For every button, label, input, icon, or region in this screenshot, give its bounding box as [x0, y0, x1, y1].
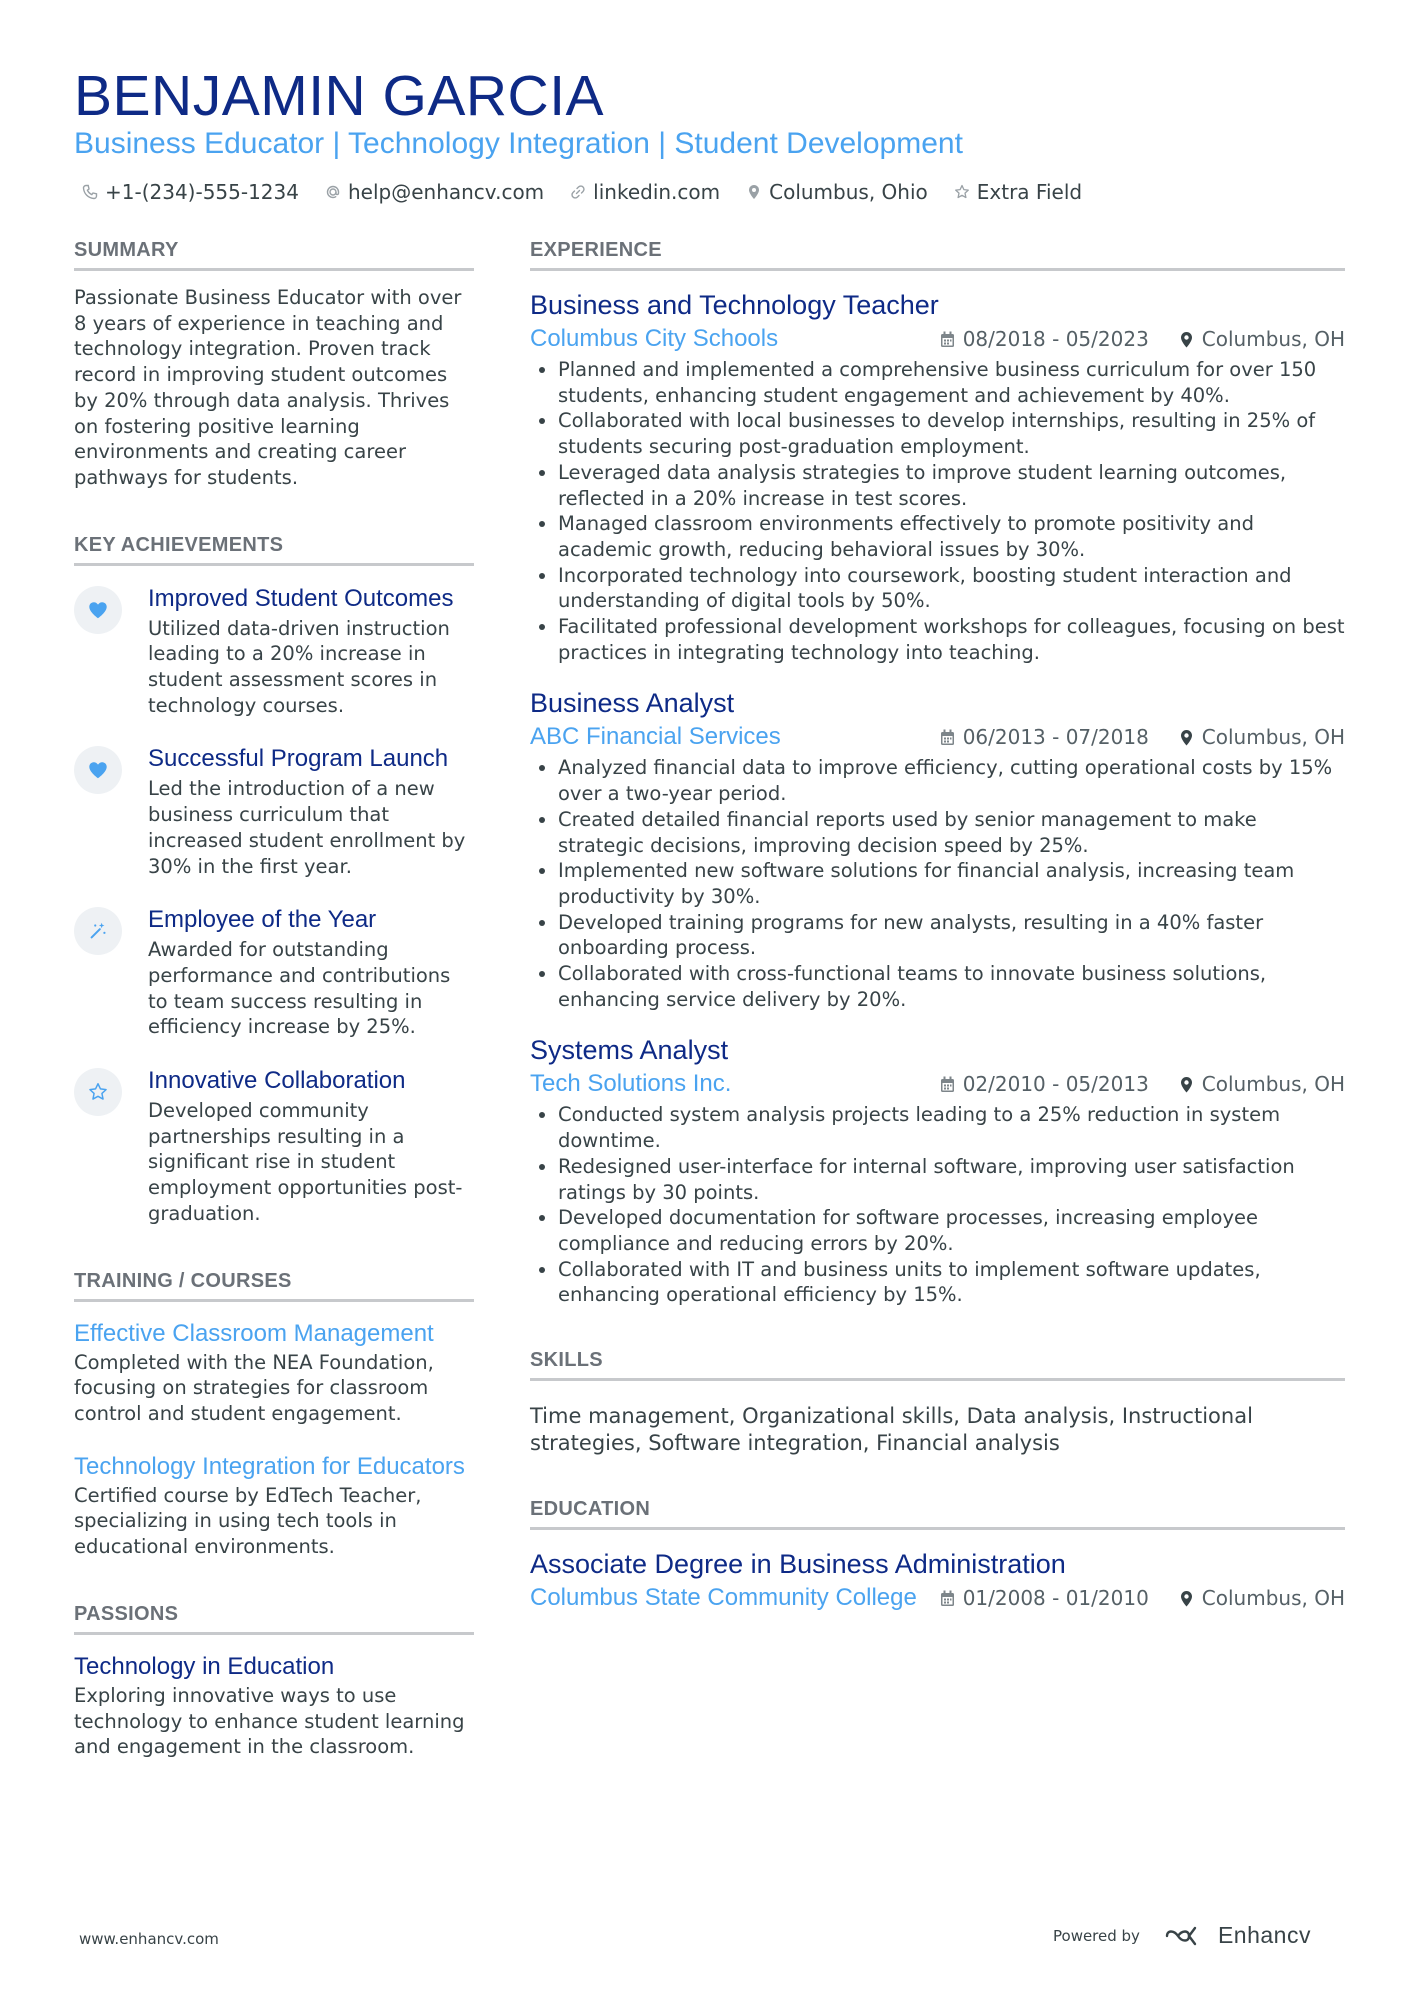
job-bullet: • Collaborated with IT and business units to implement software updates, enhancing operational efficiency by 15%.: [558, 1257, 1345, 1308]
course-item: [74, 1451, 474, 1560]
contact-linkedin-text: linkedin.com: [593, 180, 721, 204]
phone-icon: [82, 184, 98, 200]
skills-heading: SKILLS: [530, 1346, 1345, 1381]
job-bullet: • Facilitated professional development workshops for colleagues, focusing on best practices in integrating technology into teaching.: [558, 614, 1345, 665]
job-location: Columbus, OH: [1201, 1072, 1345, 1097]
achievement-item: [74, 584, 474, 719]
left-column: [74, 236, 474, 1760]
contact-bar: [82, 177, 1082, 207]
enhancv-logo-text: Enhancv: [1217, 1922, 1311, 1948]
company-name: Tech Solutions Inc.: [530, 1070, 732, 1098]
achievement-title: Successful Program Launch: [148, 745, 449, 773]
contact-location-text: Columbus, Ohio: [769, 180, 928, 204]
skills-section: [530, 1346, 1345, 1457]
achievements-heading: KEY ACHIEVEMENTS: [74, 531, 474, 566]
job-location: Columbus, OH: [1201, 725, 1345, 750]
achievements-section: [74, 531, 474, 1227]
achievement-title: Improved Student Outcomes: [148, 584, 454, 612]
education-dates: 01/2008 - 01/2010: [962, 1586, 1149, 1611]
company-name: ABC Financial Services: [530, 723, 781, 751]
job-bullet: • Collaborated with cross-functional teams to innovate business solutions, enhancing service delivery by 20%.: [558, 961, 1345, 1012]
calendar-icon: [940, 1076, 955, 1093]
footer-website[interactable]: www.enhancv.com: [79, 1930, 219, 1948]
course-title: Technology Integration for Educators: [74, 1452, 465, 1480]
enhancv-logo-icon: [1164, 1924, 1210, 1948]
job-entry: [530, 685, 1345, 1012]
achievement-item: [74, 744, 474, 879]
job-dates: 06/2013 - 07/2018: [962, 725, 1149, 750]
degree-title: Associate Degree in Business Administration: [530, 1549, 1066, 1580]
job-dates: 02/2010 - 05/2013: [962, 1072, 1149, 1097]
achievement-desc: Utilized data-driven instruction leading to a 20% increase in student assessment scores in technology courses.: [148, 616, 450, 717]
contact-extra: [954, 177, 1082, 207]
training-section: [74, 1267, 474, 1560]
job-bullet: • Incorporated technology into coursework, boosting student interaction and understanding of digital tools by 50%.: [558, 563, 1345, 614]
location-pin-icon: [1179, 729, 1194, 746]
passion-desc: Exploring innovative ways to use technology to enhance student learning and engagement in the classroom.: [74, 1683, 465, 1759]
star-icon: [74, 1068, 122, 1116]
link-icon: [570, 184, 586, 200]
job-bullets: [530, 357, 1345, 665]
candidate-name: BENJAMIN GARCIA: [74, 64, 605, 128]
job-meta: [530, 1068, 1345, 1100]
contact-location: [746, 177, 928, 207]
contact-extra-text: Extra Field: [976, 180, 1083, 204]
summary-heading: SUMMARY: [74, 236, 474, 271]
calendar-icon: [940, 729, 955, 746]
achievement-desc: Led the introduction of a new business curriculum that increased student enrollment by 30% in the first year.: [148, 777, 466, 878]
job-bullet: • Implemented new software solutions for financial analysis, increasing team productivity by 30%.: [558, 858, 1345, 909]
location-pin-icon: [1179, 331, 1194, 348]
job-meta: [530, 721, 1345, 753]
summary-section: [74, 236, 474, 491]
achievement-title: Employee of the Year: [148, 906, 377, 934]
job-bullets: [530, 755, 1345, 1012]
achievement-item: [74, 905, 474, 1040]
achievement-item: [74, 1066, 474, 1227]
contact-phone[interactable]: [82, 177, 299, 207]
powered-by-label: Powered by: [1053, 1926, 1140, 1945]
course-desc: Completed with the NEA Foundation, focusing on strategies for classroom control and student engagement.: [74, 1350, 434, 1425]
school-name: Columbus State Community College: [530, 1584, 917, 1612]
training-heading: TRAINING / COURSES: [74, 1267, 474, 1302]
company-name: Columbus City Schools: [530, 325, 779, 352]
job-entry: [530, 287, 1345, 665]
job-meta: [530, 323, 1345, 355]
contact-linkedin[interactable]: [570, 177, 720, 207]
magic-wand-icon: [74, 907, 122, 955]
skills-text: Time management, Organizational skills, Data analysis, Instructional strategies, Software integration, Financial analysis: [530, 1404, 1253, 1456]
heart-icon: [74, 586, 122, 634]
headline: Business Educator | Technology Integration | Student Development: [74, 127, 963, 160]
location-pin-icon: [1179, 1590, 1194, 1607]
passion-title: Technology in Education: [74, 1652, 335, 1680]
job-bullet: • Managed classroom environments effectively to promote positivity and academic growth, reducing behavioral issues by 30%.: [558, 511, 1345, 562]
job-title: Business and Technology Teacher: [530, 290, 939, 320]
job-bullet: • Conducted system analysis projects leading to a 25% reduction in system downtime.: [558, 1102, 1345, 1153]
at-icon: [325, 184, 341, 200]
experience-heading: EXPERIENCE: [530, 236, 1345, 271]
star-icon: [954, 184, 970, 200]
job-bullet: • Collaborated with local businesses to develop internships, resulting in 25% of students securing post-graduation employment.: [558, 408, 1345, 459]
experience-section: [530, 236, 1345, 1308]
calendar-icon: [940, 1590, 955, 1607]
education-heading: EDUCATION: [530, 1495, 1345, 1530]
location-pin-icon: [746, 184, 762, 200]
course-title: Effective Classroom Management: [74, 1319, 434, 1347]
job-bullet: • Developed training programs for new analysts, resulting in a 40% faster onboarding process.: [558, 910, 1345, 961]
job-title: Systems Analyst: [530, 1035, 729, 1066]
education-meta: [530, 1582, 1345, 1614]
education-location: Columbus, OH: [1201, 1586, 1345, 1611]
job-bullet: • Planned and implemented a comprehensive business curriculum for over 150 students, enhancing student engagement and achievement by 40%.: [558, 357, 1345, 408]
footer-branding: [1053, 1922, 1311, 1949]
contact-email[interactable]: [325, 177, 544, 207]
achievement-title: Innovative Collaboration: [148, 1067, 406, 1095]
passions-section: [74, 1600, 474, 1760]
job-dates: 08/2018 - 05/2023: [962, 327, 1149, 351]
calendar-icon: [940, 331, 955, 348]
contact-email-text: help@enhancv.com: [347, 180, 545, 204]
job-entry: [530, 1032, 1345, 1308]
achievement-desc: Awarded for outstanding performance and contributions to team success resulting in efficiency increase by 25%.: [148, 938, 451, 1039]
job-bullet: • Leveraged data analysis strategies to improve student learning outcomes, reflected in a 20% increase in test scores.: [558, 460, 1345, 511]
job-bullets: [530, 1102, 1345, 1308]
job-bullet: • Redesigned user-interface for internal software, improving user satisfaction ratings by 30 points.: [558, 1154, 1345, 1205]
job-location: Columbus, OH: [1201, 327, 1345, 351]
job-bullet: • Created detailed financial reports used by senior management to make strategic decisions, improving decision speed by 25%.: [558, 807, 1345, 858]
right-column: [530, 236, 1345, 1614]
job-bullet: • Developed documentation for software processes, increasing employee compliance and reducing errors by 20%.: [558, 1205, 1345, 1256]
summary-text: Passionate Business Educator with over 8 years of experience in teaching and technology integration. Proven track record in improving student outcomes by 20% through data analysis. Thrives on fostering positive learning environments and creating career pathways for students.: [74, 286, 462, 489]
heart-icon: [74, 746, 122, 794]
course-desc: Certified course by EdTech Teacher, specializing in using tech tools in educational environments.: [74, 1483, 422, 1559]
education-section: [530, 1495, 1345, 1614]
job-title: Business Analyst: [530, 688, 735, 719]
enhancv-logo[interactable]: [1164, 1922, 1311, 1949]
job-bullet: • Analyzed financial data to improve efficiency, cutting operational costs by 15% over a two-year period.: [558, 755, 1345, 806]
location-pin-icon: [1179, 1076, 1194, 1093]
course-item: [74, 1318, 474, 1427]
passions-heading: PASSIONS: [74, 1600, 474, 1635]
achievement-desc: Developed community partnerships resulting in a significant rise in student employment opportunities post-graduation.: [148, 1099, 463, 1225]
contact-phone-text: +1-(234)-555-1234: [105, 180, 299, 204]
